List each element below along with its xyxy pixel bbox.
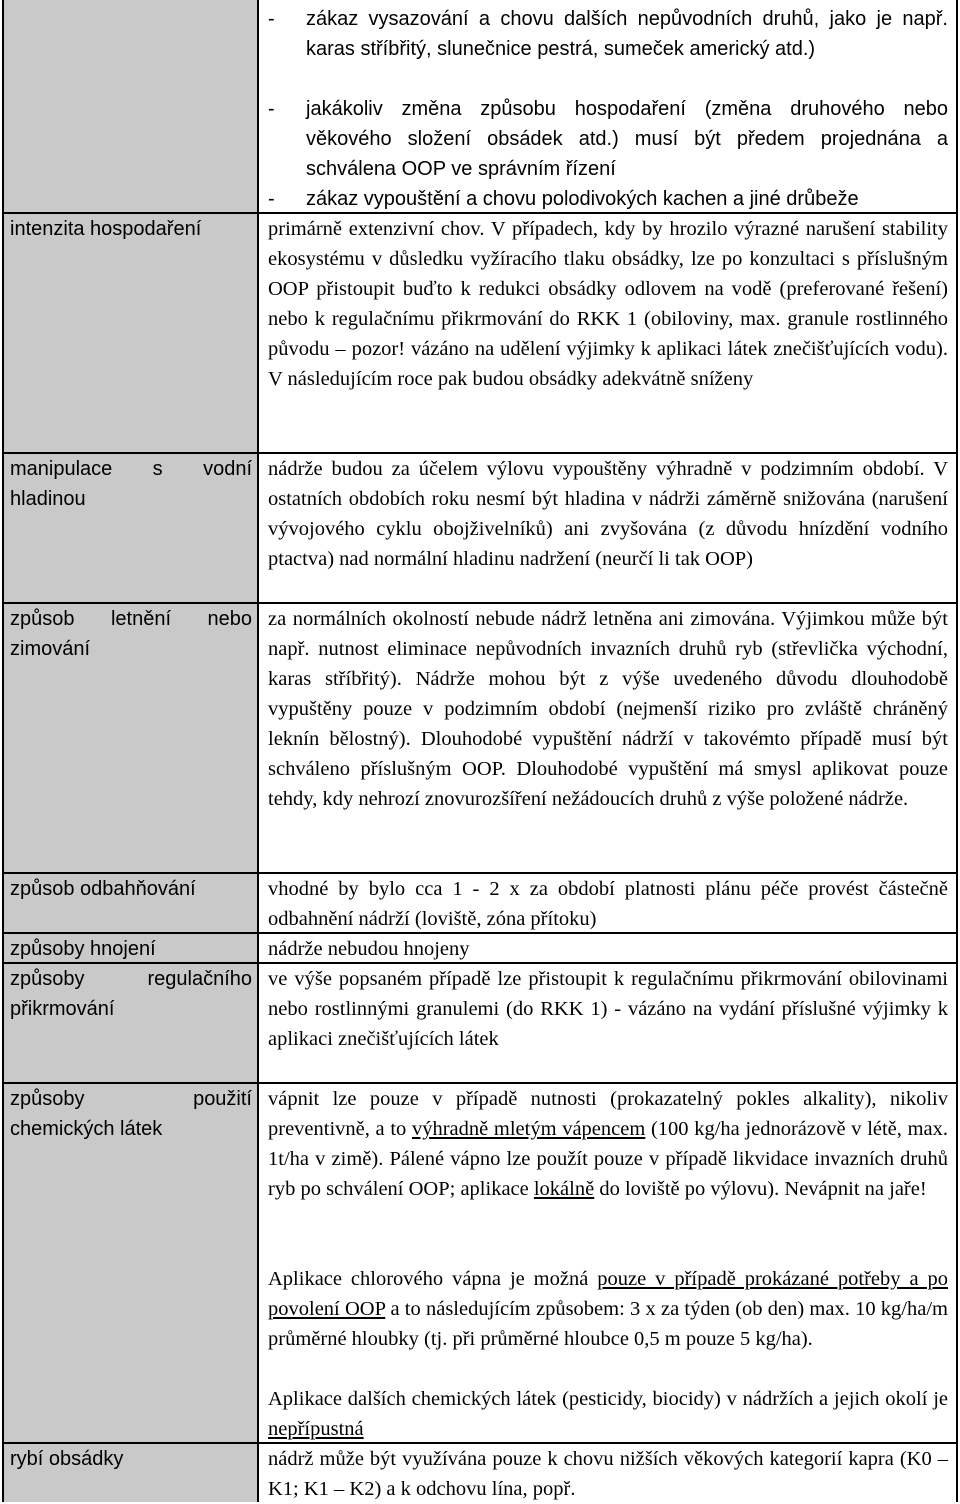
row-content-odbahnovani: vhodné by bylo cca 1 - 2 x za období platnosti plánu péče provést částečně odbahnění nádrží (loviště, zóna přítoku) <box>268 878 948 930</box>
row-label-manipulace: manipulace s vodní hladinou <box>10 458 252 510</box>
row-content-chlorove-vapno: Aplikace chlorového vápna je možná pouze v případě prokázané potřeby a po povolení OOP a to následujícím způsobem: 3 x za týden (ob den) max. 10 kg/ha/m průměrné hloubky (tj. při průměrné hloubce 0,5 m pouze 5 kg/ha). <box>268 1268 948 1350</box>
row-content-manipulace: nádrže budou za účelem výlovu vypouštěny výhradně v podzimním období. V ostatních obdobích roku nesmí být hladina v nádrži záměrně snižována (narušení vývojového cyklu obojživelníků) ani zvyšována (z důvodu hnízdění vodního ptactva) nad normální hladinu nadržení (neurčí li tak OOP) <box>268 458 948 570</box>
bullet-marker: - <box>268 98 275 120</box>
row-label-chemicke-latky: způsoby použití chemických látek <box>10 1088 252 1140</box>
bullet-marker: - <box>268 8 275 30</box>
underlined-text: lokálně <box>533 1178 595 1200</box>
table-border-middle <box>257 0 259 1502</box>
row-label-intenzita-hospodareni: intenzita hospodaření <box>10 218 202 240</box>
row-content-vapneni: vápnit lze pouze v případě nutnosti (prokazatelný pokles alkality), nikoliv preventivně, a to výhradně mletým vápencem (100 kg/ha jednorázově v létě, max. 1t/ha v zimě). Pálené vápno lze použít pouze v případě likvidace invazních druhů ryb po schválení OOP; aplikace lokálně do loviště po výlovu). Nevápnit na jaře! <box>268 1088 948 1200</box>
row-content-rybi-obsadky: nádrž může být využívána pouze k chovu nižších věkových kategorií kapra (K0 – K1; K1 – K2) a k odchovu lína, popř. <box>268 1448 948 1500</box>
row-label-letneni-zimovani: způsob letnění nebo zimování <box>10 608 252 660</box>
underlined-text: nepřípustná <box>268 1418 364 1440</box>
table-border-right <box>956 0 958 1502</box>
row-label-rybi-obsadky: rybí obsádky <box>10 1448 124 1470</box>
bullet-marker: - <box>268 188 275 210</box>
bullet-item: zákaz vypouštění a chovu polodivokých kachen a jiné drůbeže <box>306 188 859 210</box>
row-label-regulacni-prikrmovani: způsoby regulačního přikrmování <box>10 968 252 1020</box>
row-content-letneni-zimovani: za normálních okolností nebude nádrž letněna ani zimována. Výjimkou může být např. nutnost eliminace nepůvodních invazních druhů ryb (střevlička východní, karas stříbřitý). Nádrže mohou být z výše uvedeného důvodu dlouhodobě vypuštěny pouze v podzimním období (nejmenší riziko pro zvláště chráněný leknín bělostný). Dlouhodobé vypuštění nádrží v takovémto případě musí být schváleno příslušným OOP. Dlouhodobé vypuštění má smysl aplikovat pouze tehdy, kdy nehrozí znovurozšíření nežádoucích druhů z výše položené nádrže. <box>268 608 948 810</box>
bullet-item: jakákoliv změna způsobu hospodaření (změna druhového nebo věkového složení obsádek atd.) musí být předem projednána a schválena OOP ve správním řízení <box>306 98 948 180</box>
row-content-intenzita-hospodareni: primárně extenzivní chov. V případech, kdy by hrozilo výrazné narušení stability ekosystému v důsledku vyžíracího tlaku obsádky, lze po konzultaci s příslušným OOP přistoupit buďto k redukci obsádky odlovem na vodě (preferované řešení) nebo k regulačnímu přikrmování do RKK 1 (obiloviny, max. granule rostlinného původu – pozor! vázáno na udělení výjimky k aplikaci látek znečišťujících vodu). V následujícím roce pak budou obsádky adekvátně sníženy <box>268 218 948 390</box>
underlined-text: výhradně mletým vápencem <box>411 1118 646 1140</box>
row-content-regulacni-prikrmovani: ve výše popsaném případě lze přistoupit k regulačnímu přikrmování obilovinami nebo rostlinnými granulemi (do RKK 1) - vázáno na vydání příslušné výjimky k aplikaci znečišťujících látek <box>268 968 948 1050</box>
table-border-left <box>2 0 4 1502</box>
row-label-odbahnovani: způsob odbahňování <box>10 878 196 900</box>
row-label-hnojeni: způsoby hnojení <box>10 938 156 960</box>
row-content-dalsi-chemikalie: Aplikace dalších chemických látek (pesticidy, biocidy) v nádržích a jejich okolí je nepřípustná <box>268 1388 948 1440</box>
row-content-hnojeni: nádrže nebudou hnojeny <box>268 938 470 960</box>
bullet-item: zákaz vysazování a chovu dalších nepůvodních druhů, jako je např. karas stříbřitý, slunečnice pestrá, sumeček americký atd.) <box>306 8 948 60</box>
underlined-text: pouze v případě prokázané potřeby a po povolení OOP <box>268 1268 948 1320</box>
